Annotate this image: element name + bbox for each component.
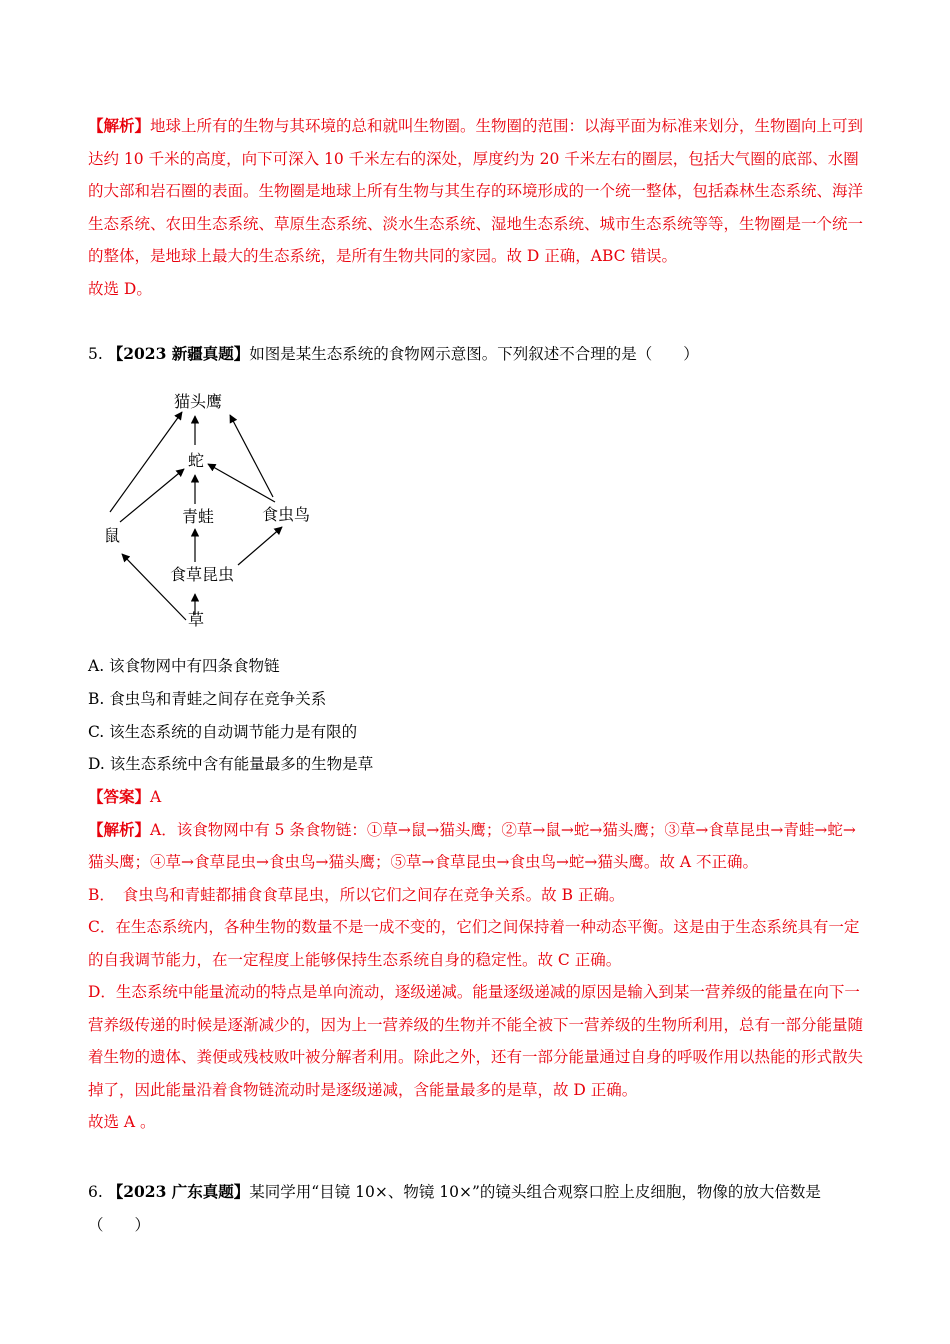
analysis-body: 地球上所有的生物与其环境的总和就叫生物圈。生物圈的范围：以海平面为标准来划分，生物圈向上可到达约 10 千米的高度，向下可深入 10 千米左右的深处，厚度约为 20 千米左右的圈层，包括大气圈的底部、水圈的大部和岩石圈的表面。生物圈是地球上所有生物与其生存的环境形成的一个统一整体，包括森林生态系统、海洋生态系统、农田生态系统、草原生态系统、淡水生态系统、湿地生态系统、城市生态系统等等，生物圈是一个统一的整体，是地球上最大的生态系统，是所有生物共同的家园。故 D 正确，ABC 错误。	[88, 117, 864, 265]
analysis-tag: 【解析】	[88, 819, 151, 839]
arrow-mouse-snake	[120, 469, 184, 522]
analysis-tag: 【解析】	[88, 116, 151, 135]
node-mouse: 鼠	[103, 526, 121, 545]
answer-tag: 【答案】	[88, 787, 151, 806]
option-d: D. 该生态系统中含有能量最多的生物是草	[88, 755, 374, 773]
food-web-diagram	[100, 382, 330, 632]
node-grass: 草	[187, 610, 205, 629]
option-c: C. 该生态系统的自动调节能力是有限的	[88, 723, 358, 741]
analysis-q5-a	[88, 814, 864, 879]
answer-q5	[88, 781, 864, 1139]
analysis-q5-conclusion: 故选 A 。	[88, 1113, 156, 1131]
question-text: 某同学用“目镜 10×、物镜 10×”的镜头组合观察口腔上皮细胞，物像的放大倍数是（ ）	[88, 1183, 821, 1234]
arrow-bird-owl	[230, 415, 273, 497]
answer-value: A	[150, 788, 162, 806]
option-a: A. 该食物网中有四条食物链	[88, 657, 280, 675]
node-owl: 猫头鹰	[173, 392, 223, 411]
node-insectivorous-bird: 食虫鸟	[261, 505, 311, 524]
analysis-q5-c: C．在生态系统内，各种生物的数量不是一成不变的，它们之间保持着一种动态平衡。这是由于生态系统具有一定的自我调节能力，在一定程度上能够保持生态系统自身的稳定性。故 C 正确。	[88, 918, 860, 969]
analysis-q5-d: D．生态系统中能量流动的特点是单向流动，逐级递减。能量逐级递减的原因是输入到某一营养级的能量在向下一营养级传递的时候是逐渐减少的，因为上一营养级的生物并不能全被下一营养级的生物所利用，总有一部分能量随着生物的遗体、粪便或残枝败叶被分解者利用。除此之外，还有一部分能量通过自身的呼吸作用以热能的形式散失掉了，因此能量沿着食物链流动时是逐级递减，含能量最多的是草，故 D 正确。	[88, 983, 864, 1099]
arrow-grass-mouse	[122, 554, 186, 620]
question-source: 【2023 新疆真题】	[107, 344, 250, 363]
node-herbivorous-insect: 食草昆虫	[169, 565, 235, 584]
arrow-insect-bird	[238, 527, 282, 565]
question-6-stem	[88, 1176, 864, 1241]
node-snake: 蛇	[187, 451, 205, 470]
analysis-q4	[88, 110, 864, 305]
question-number: 6.	[88, 1183, 103, 1201]
node-frog: 青蛙	[181, 507, 215, 526]
question-5-stem	[88, 338, 864, 371]
arrow-bird-snake	[208, 464, 275, 502]
question-source: 【2023 广东真题】	[107, 1182, 250, 1201]
question-number: 5.	[88, 345, 103, 363]
question-text: 如图是某生态系统的食物网示意图。下列叙述不合理的是（ ）	[249, 345, 699, 363]
analysis-q4-conclusion: 故选 D。	[88, 279, 152, 298]
arrow-mouse-owl	[110, 412, 182, 512]
analysis-q4-text	[88, 110, 864, 273]
analysis-a-body: A．该食物网中有 5 条食物链：①草→鼠→猫头鹰；②草→鼠→蛇→猫头鹰；③草→食草昆虫→青蛙→蛇→猫头鹰；④草→食草昆虫→食虫鸟→猫头鹰；⑤草→食草昆虫→食虫鸟→蛇→猫头鹰。故 A 不正确。	[88, 820, 856, 871]
analysis-q5-b: B． 食虫鸟和青蛙都捕食食草昆虫，所以它们之间存在竞争关系。故 B 正确。	[88, 885, 625, 904]
option-b: B. 食虫鸟和青蛙之间存在竞争关系	[88, 690, 327, 708]
